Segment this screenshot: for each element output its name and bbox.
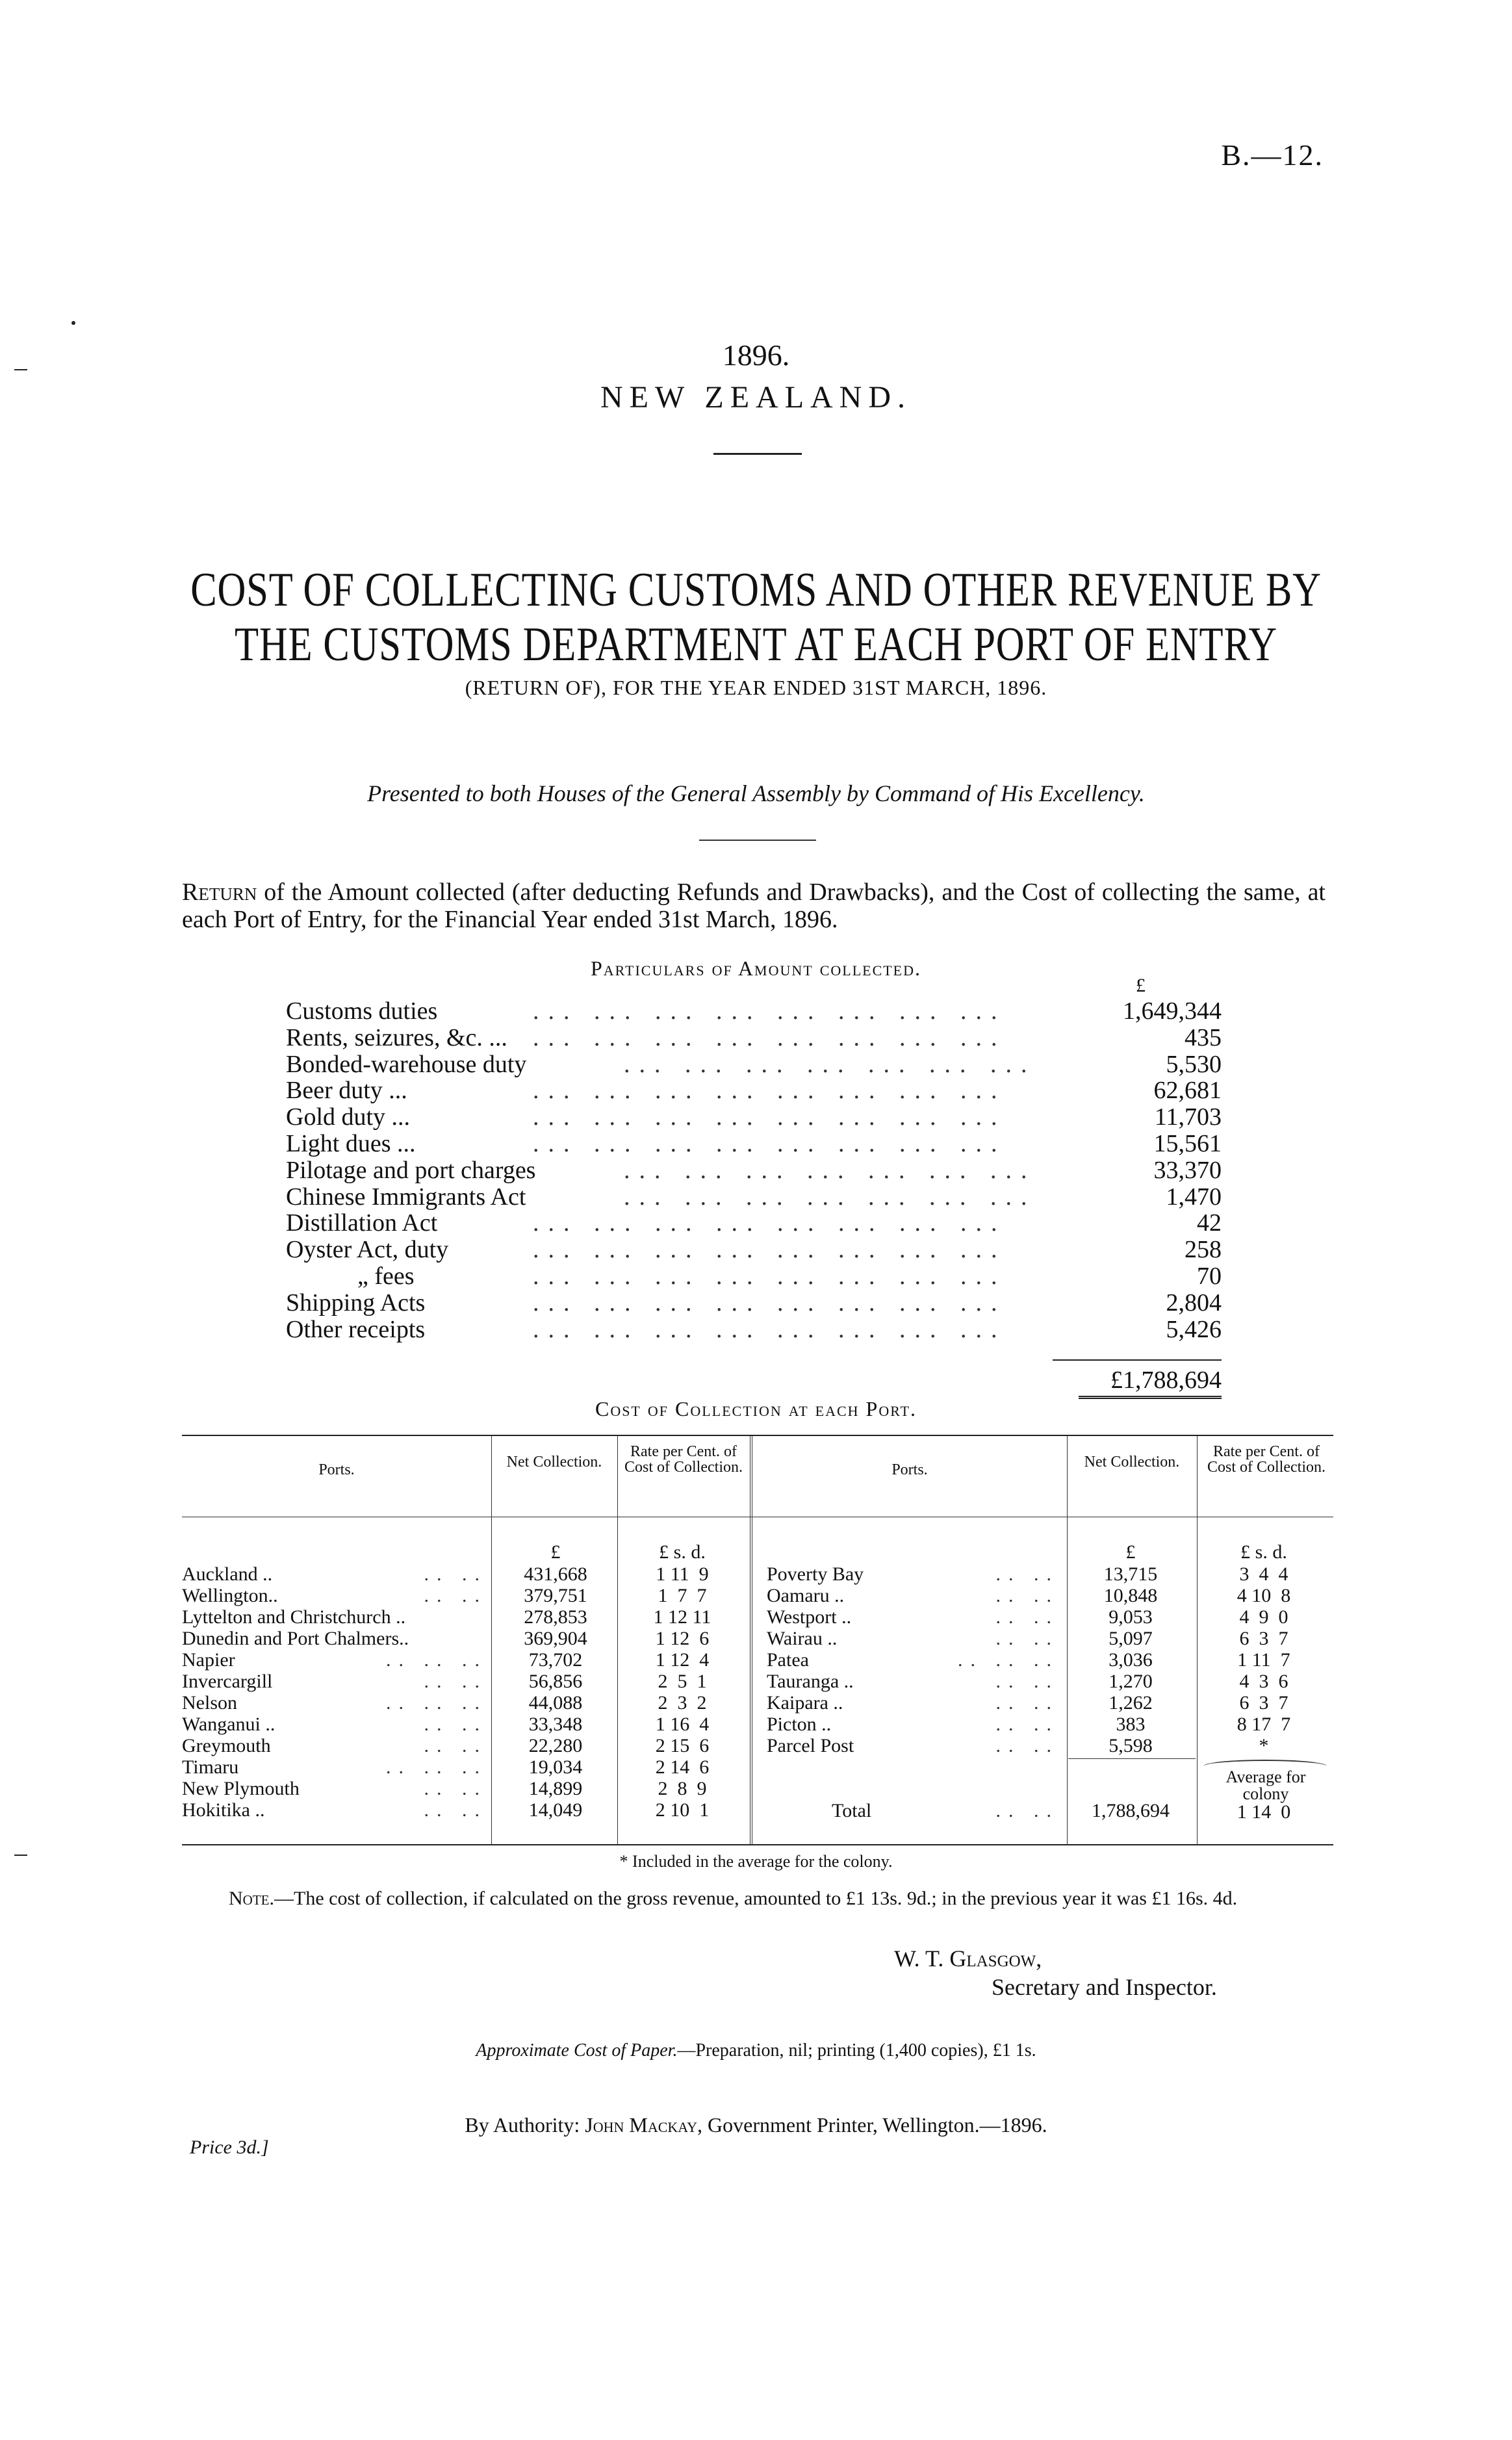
item-label: Rents, seizures, &c. ... [286, 1023, 507, 1051]
approx-text: —Preparation, nil; printing (1,400 copies), £1 1s. [677, 2040, 1036, 2061]
port-name: Poverty Bay [767, 1563, 864, 1585]
rate-value: 2 5 1 [658, 1671, 707, 1692]
divider [713, 453, 802, 455]
column-rule [491, 1436, 492, 1844]
net-value: 73,702 [528, 1649, 583, 1671]
port-name: Greymouth [182, 1735, 271, 1756]
rate-value: 1 12 4 [655, 1649, 710, 1671]
net-value: 5,598 [1108, 1735, 1153, 1756]
list-item [286, 1157, 1222, 1184]
item-label: Distillation Act [286, 1209, 438, 1237]
leader-dots: .. .. [995, 1671, 1059, 1692]
approx-lead: Approximate Cost of Paper. [476, 2040, 678, 2061]
average-label: Average for colony [1225, 1767, 1306, 1803]
rate-value: 1 11 9 [656, 1563, 709, 1585]
rate-value: 1 16 4 [655, 1714, 710, 1735]
divider [699, 840, 816, 841]
list-item [286, 1316, 1222, 1343]
signatory-title: Secretary and Inspector. [992, 1974, 1217, 2000]
leader-dots: .. .. [424, 1671, 487, 1692]
return-description [182, 879, 1326, 933]
column-rule [1067, 1436, 1068, 1844]
leader-dots: .. .. [424, 1714, 487, 1735]
particulars-list [286, 998, 1222, 1342]
rate-value: 6 3 7 [1239, 1692, 1288, 1714]
header-ports-left: Ports. [318, 1461, 355, 1478]
net-value: 369,904 [524, 1628, 587, 1649]
leader-dots: ... ... ... ... ... ... ... ... [533, 1237, 1006, 1263]
port-name: Auckland .. [182, 1563, 273, 1585]
item-label: Bonded-warehouse duty [286, 1050, 527, 1078]
port-name: Patea [767, 1649, 809, 1671]
net-value: 379,751 [524, 1585, 587, 1606]
list-item [286, 1263, 1222, 1290]
port-name: Nelson [182, 1692, 237, 1714]
list-item [286, 1104, 1222, 1131]
net-value: 22,280 [528, 1735, 583, 1756]
rate-value: 2 15 6 [655, 1735, 710, 1756]
list-item [286, 998, 1222, 1025]
port-name: Lyttelton and Christchurch .. [182, 1606, 406, 1628]
rate-value: 1 11 7 [1237, 1649, 1290, 1671]
net-value: 278,853 [524, 1606, 587, 1628]
cost-of-paper [0, 2040, 1512, 2061]
leader-dots: ... ... ... ... ... ... ... [624, 1183, 1036, 1210]
header-net-right: Net Collection. [1084, 1454, 1180, 1470]
leader-dots: .. .. [424, 1735, 487, 1756]
list-item [286, 1237, 1222, 1263]
leader-dots: .. .. [995, 1606, 1059, 1628]
leader-dots: ... ... ... ... ... ... ... ... [533, 1104, 1006, 1131]
item-value: 1,470 [1166, 1183, 1222, 1211]
leader-dots: ... ... ... ... ... ... ... ... [533, 1130, 1006, 1157]
leader-dots: ... ... ... ... ... ... ... ... [533, 1316, 1006, 1342]
particulars-heading: Particulars of Amount collected. [590, 957, 922, 980]
note-text: —The cost of collection, if calculated on the gross revenue, amounted to £1 13s. 9d.; in the previous year it was £1 16s. 4d. [274, 1888, 1238, 1909]
header-ports-right: Ports. [891, 1461, 928, 1478]
printer-name: John Mackay [585, 2113, 698, 2137]
unit-label: £ [1125, 1541, 1136, 1563]
port-name: Wairau .. [767, 1628, 838, 1649]
port-name: Oamaru .. [767, 1585, 845, 1606]
port-name: Picton .. [767, 1714, 832, 1735]
unit-label: £ [550, 1541, 561, 1563]
leader-dots: ... ... ... ... ... ... ... ... [533, 1077, 1006, 1104]
port-name: Parcel Post [767, 1735, 854, 1756]
rate-value: * [1259, 1735, 1269, 1756]
total-rule [1068, 1758, 1196, 1759]
printer-line [0, 2113, 1512, 2137]
list-item [286, 1025, 1222, 1051]
rate-value: 1 12 11 [653, 1606, 711, 1628]
average-rate-value: 1 14 0 [1237, 1801, 1291, 1823]
leader-dots: .. .. [424, 1778, 487, 1799]
item-label: Customs duties [286, 997, 438, 1025]
leader-dots: ... ... ... ... ... ... ... ... [533, 998, 1006, 1024]
list-item [286, 1184, 1222, 1211]
stray-mark [71, 321, 75, 325]
leader-dots: .. .. [995, 1714, 1059, 1735]
document-country: NEW ZEALAND. [600, 380, 912, 415]
net-value: 56,856 [528, 1671, 583, 1692]
leader-dots: .. .. [995, 1563, 1059, 1585]
leader-dots: ... ... ... ... ... ... ... ... [533, 1024, 1006, 1051]
cost-table [182, 1435, 1333, 1845]
rate-value: 4 10 8 [1237, 1585, 1291, 1606]
item-label: Other receipts [286, 1315, 426, 1343]
leader-dots: .. .. .. [386, 1756, 487, 1778]
rate-value: 2 3 2 [658, 1692, 707, 1714]
return-body: of the Amount collected (after deducting Refunds and Drawbacks), and the Cost of collecting the same, at each Port of Entry, for the Financial Year ended 31st March, 1896. [182, 879, 1326, 933]
document-reference: B.—12. [1221, 138, 1324, 172]
footnote: * Included in the average for the colony. [619, 1852, 893, 1871]
item-label: Pilotage and port charges [286, 1156, 536, 1184]
cost-heading: Cost of Collection at each Port. [595, 1397, 917, 1420]
item-value: 435 [1185, 1023, 1222, 1051]
port-name: Tauranga .. [767, 1671, 854, 1692]
net-value: 9,053 [1108, 1606, 1153, 1628]
item-value: 2,804 [1166, 1289, 1222, 1316]
signatory-name: W. T. Glasgow, [894, 1946, 1042, 1971]
rate-value: 4 9 0 [1239, 1606, 1288, 1628]
unit-label: £ s. d. [1240, 1541, 1287, 1563]
port-name: Wanganui .. [182, 1714, 275, 1735]
leader-dots: .. .. .. [386, 1692, 487, 1714]
rate-value: 6 3 7 [1239, 1628, 1288, 1649]
leader-dots: ... ... ... ... ... ... ... ... [533, 1210, 1006, 1237]
item-label: Beer duty ... [286, 1077, 407, 1105]
net-value: 1,262 [1108, 1692, 1153, 1714]
column-rule [1197, 1436, 1198, 1844]
list-item [286, 1131, 1222, 1157]
item-value: 258 [1185, 1236, 1222, 1264]
leader-dots: .. .. [995, 1585, 1059, 1606]
port-name: New Plymouth [182, 1778, 300, 1799]
price: Price 3d.] [190, 2137, 269, 2158]
rate-value: 3 4 4 [1239, 1563, 1288, 1585]
leader-dots: .. .. .. [386, 1649, 487, 1671]
rate-value: 2 8 9 [658, 1778, 707, 1799]
list-item [286, 1077, 1222, 1104]
net-value: 14,899 [528, 1778, 583, 1799]
particulars-total: £1,788,694 [1053, 1359, 1222, 1394]
column-rule [617, 1436, 618, 1844]
net-value: 10,848 [1103, 1585, 1158, 1606]
header-net-left: Net Collection. [506, 1454, 602, 1470]
total-label: Total [832, 1800, 872, 1821]
rate-value: 2 14 6 [655, 1756, 710, 1778]
list-item [286, 1290, 1222, 1316]
leader-dots: .. .. [424, 1585, 487, 1606]
net-value: 3,036 [1108, 1649, 1153, 1671]
net-value: 13,715 [1103, 1563, 1158, 1585]
leader-dots: .. .. [995, 1735, 1059, 1756]
port-name: Wellington.. [182, 1585, 278, 1606]
item-label: Oyster Act, duty [286, 1236, 449, 1264]
net-value: 44,088 [528, 1692, 583, 1714]
port-name: Westport .. [767, 1606, 852, 1628]
authority-lead: By Authority: [465, 2113, 580, 2137]
port-name: Hokitika .. [182, 1799, 265, 1821]
rate-value: 4 3 6 [1239, 1671, 1288, 1692]
subtitle: (RETURN OF), FOR THE YEAR ENDED 31ST MARCH, 1896. [465, 676, 1047, 699]
total-net-value: 1,788,694 [1092, 1800, 1170, 1821]
authority-rest: , Government Printer, Wellington.—1896. [697, 2113, 1047, 2137]
port-name: Dunedin and Port Chalmers.. [182, 1628, 409, 1649]
header-rate-left: Rate per Cent. of Cost of Collection. [624, 1443, 743, 1476]
rate-value: 2 10 1 [655, 1799, 710, 1821]
leader-dots: ... ... ... ... ... ... ... [624, 1157, 1036, 1183]
unit-label: £ s. d. [659, 1541, 706, 1563]
currency-symbol: £ [1136, 975, 1146, 996]
leader-dots: .. .. [424, 1799, 487, 1821]
item-value: 33,370 [1153, 1156, 1222, 1184]
column-rule [750, 1436, 752, 1844]
item-label: Shipping Acts [286, 1289, 426, 1316]
leader-dots: .. .. [995, 1628, 1059, 1649]
leader-dots: .. .. [995, 1692, 1059, 1714]
net-value: 14,049 [528, 1799, 583, 1821]
port-name: Kaipara .. [767, 1692, 843, 1714]
leader-dots: ... ... ... ... ... ... ... ... [533, 1263, 1006, 1289]
rate-value: 1 7 7 [658, 1585, 707, 1606]
main-title-line-1: COST OF COLLECTING CUSTOMS AND OTHER REVENUE BY [190, 563, 1322, 617]
list-item [286, 1210, 1222, 1237]
item-label: Chinese Immigrants Act [286, 1183, 526, 1211]
port-name: Timaru [182, 1756, 239, 1778]
return-lead: Return [182, 879, 257, 906]
item-label: „ fees [357, 1262, 415, 1290]
port-name: Napier [182, 1649, 235, 1671]
net-value: 33,348 [528, 1714, 583, 1735]
note-paragraph [182, 1887, 1326, 1910]
item-value: 42 [1197, 1209, 1222, 1237]
item-value: 5,530 [1166, 1050, 1222, 1078]
item-value: 11,703 [1154, 1103, 1222, 1131]
main-title-line-2: THE CUSTOMS DEPARTMENT AT EACH PORT OF ENTRY [234, 618, 1278, 671]
item-value: 62,681 [1153, 1077, 1222, 1105]
document-year: 1896. [722, 339, 790, 372]
rate-value: 1 12 6 [655, 1628, 710, 1649]
list-item [286, 1051, 1222, 1078]
leader-dots: .. .. [995, 1800, 1059, 1821]
net-value: 19,034 [528, 1756, 583, 1778]
item-label: Gold duty ... [286, 1103, 411, 1131]
leader-dots: .. .. [424, 1563, 487, 1585]
leader-dots: ... ... ... ... ... ... ... ... [533, 1289, 1006, 1316]
net-value: 5,097 [1108, 1628, 1153, 1649]
item-value: 70 [1197, 1262, 1222, 1290]
item-value: 15,561 [1153, 1129, 1222, 1157]
rate-value: 8 17 7 [1237, 1714, 1291, 1735]
header-rate-right: Rate per Cent. of Cost of Collection. [1207, 1443, 1326, 1476]
net-value: 383 [1116, 1714, 1146, 1735]
note-lead: Note. [229, 1888, 274, 1909]
presented-line: Presented to both Houses of the General Assembly by Command of His Excellency. [367, 780, 1145, 806]
item-label: Light dues ... [286, 1129, 416, 1157]
leader-dots: .. .. .. [958, 1649, 1059, 1671]
item-value: 1,649,344 [1123, 997, 1222, 1025]
port-name: Invercargill [182, 1671, 273, 1692]
net-value: 431,668 [524, 1563, 587, 1585]
net-value: 1,270 [1108, 1671, 1153, 1692]
signature-block [894, 1944, 1217, 2001]
item-value: 5,426 [1166, 1315, 1222, 1343]
leader-dots: ... ... ... ... ... ... ... [624, 1051, 1036, 1077]
